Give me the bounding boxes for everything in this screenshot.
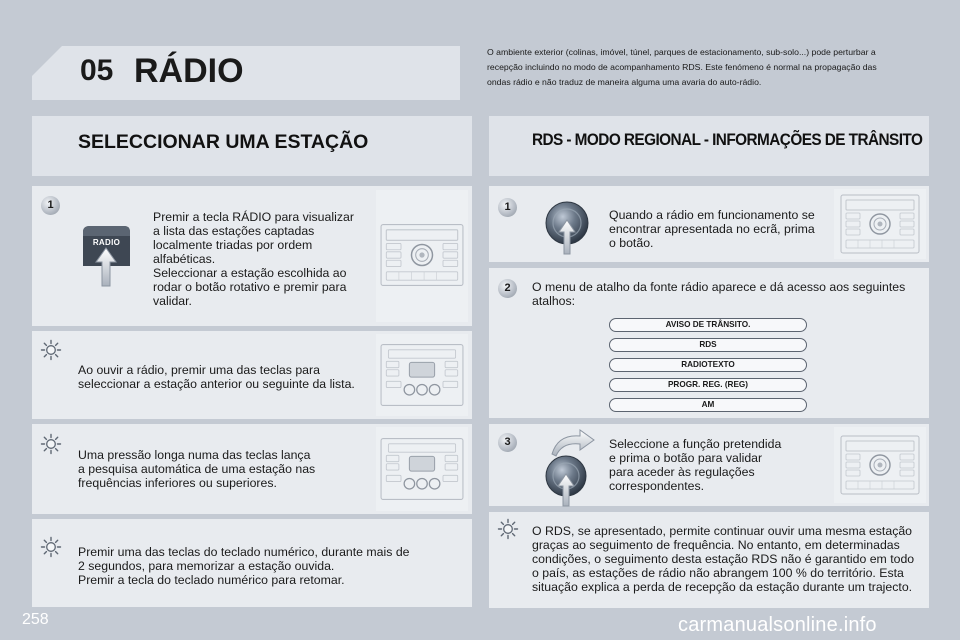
section-title-rds: RDS - MODO REGIONAL - INFORMAÇÕES DE TRÂNSITO [532, 131, 923, 149]
left-tip3-text: Premir uma das teclas do teclado numérico, durante mais de 2 segundos, para memorizar a estação ouvida. Premir a tecla do teclado numérico para retomar. [78, 545, 410, 587]
right-step1-text: Quando a rádio em funcionamento se encontrar apresentada no ecrã, prima o botão. [609, 208, 815, 250]
header-note: O ambiente exterior (colinas, imóvel, túnel, parques de estacionamento, sub-solo...) pode perturbar a recepção incluindo no modo de acompanhamento RDS. Este fenómeno é normal na propagação das ondas rádio e não traduz de maneira alguma uma avaria do auto-rádio. [487, 47, 877, 87]
rotary-knob-icon [542, 424, 598, 508]
sun-tip-icon [40, 433, 62, 455]
menu-item-radiotext[interactable]: RADIOTEXTO [609, 358, 807, 372]
chapter-title: RÁDIO [134, 52, 244, 90]
menu-item-regional-prog[interactable]: PROGR. REG. (REG) [609, 378, 807, 392]
right-step2-text: O menu de atalho da fonte rádio aparece e dá acesso aos seguintes atalhos: [532, 280, 906, 308]
step-badge-right-3: 3 [498, 433, 517, 452]
chapter-number: 05 [80, 54, 114, 87]
right-step1-thumb [834, 189, 926, 259]
sun-tip-icon [497, 518, 519, 540]
right-tip-text: O RDS, se apresentado, permite continuar ouvir uma mesma estação graças ao seguimento de frequência. No entanto, em determinadas condições, o seguimento desta estação RDS não é garantido em todo o país, as estações de rádio não abrangem 100 % do território. Esta situação explica a perda de recepção da estação durante um trajecto. [532, 524, 915, 594]
menu-item-rds[interactable]: RDS [609, 338, 807, 352]
step-badge-left-1: 1 [41, 196, 60, 215]
left-step1-text: Premir a tecla RÁDIO para visualizar a lista das estações captadas localmente triadas por ordem alfabéticas. Seleccionar a estação escolhida ao rodar o botão rotativo e premir para validar. [153, 210, 354, 308]
menu-item-am[interactable]: AM [609, 398, 807, 412]
rotary-knob-icon [544, 200, 590, 256]
radio-button-press [78, 222, 134, 290]
page-number: 258 [22, 611, 49, 628]
step-badge-right-2: 2 [498, 279, 517, 298]
left-tip2-text: Uma pressão longa numa das teclas lança a pesquisa automática de uma estação nas frequências inferiores ou superiores. [78, 448, 316, 490]
left-tip1-text: Ao ouvir a rádio, premir uma das teclas para seleccionar a estação anterior ou seguinte da lista. [78, 363, 355, 391]
sun-tip-icon [40, 339, 62, 361]
left-step1-thumb [376, 190, 468, 322]
radio-button-label: RADIO [92, 238, 121, 247]
right-step3-thumb [834, 427, 926, 503]
left-tip1-thumb [376, 334, 468, 416]
right-step3-text: Seleccione a função pretendida e prima o botão para validar para aceder às regulações correspondentes. [609, 437, 782, 493]
menu-item-traffic-info[interactable]: AVISO DE TRÂNSITO. [609, 318, 807, 332]
watermark: carmanualsonline.info [678, 614, 877, 636]
step-badge-right-1: 1 [498, 198, 517, 217]
sun-tip-icon [40, 536, 62, 558]
turn-arrow-icon [552, 430, 594, 456]
section-title-select-station: SELECCIONAR UMA ESTAÇÃO [78, 131, 369, 153]
left-tip2-thumb [376, 427, 468, 511]
